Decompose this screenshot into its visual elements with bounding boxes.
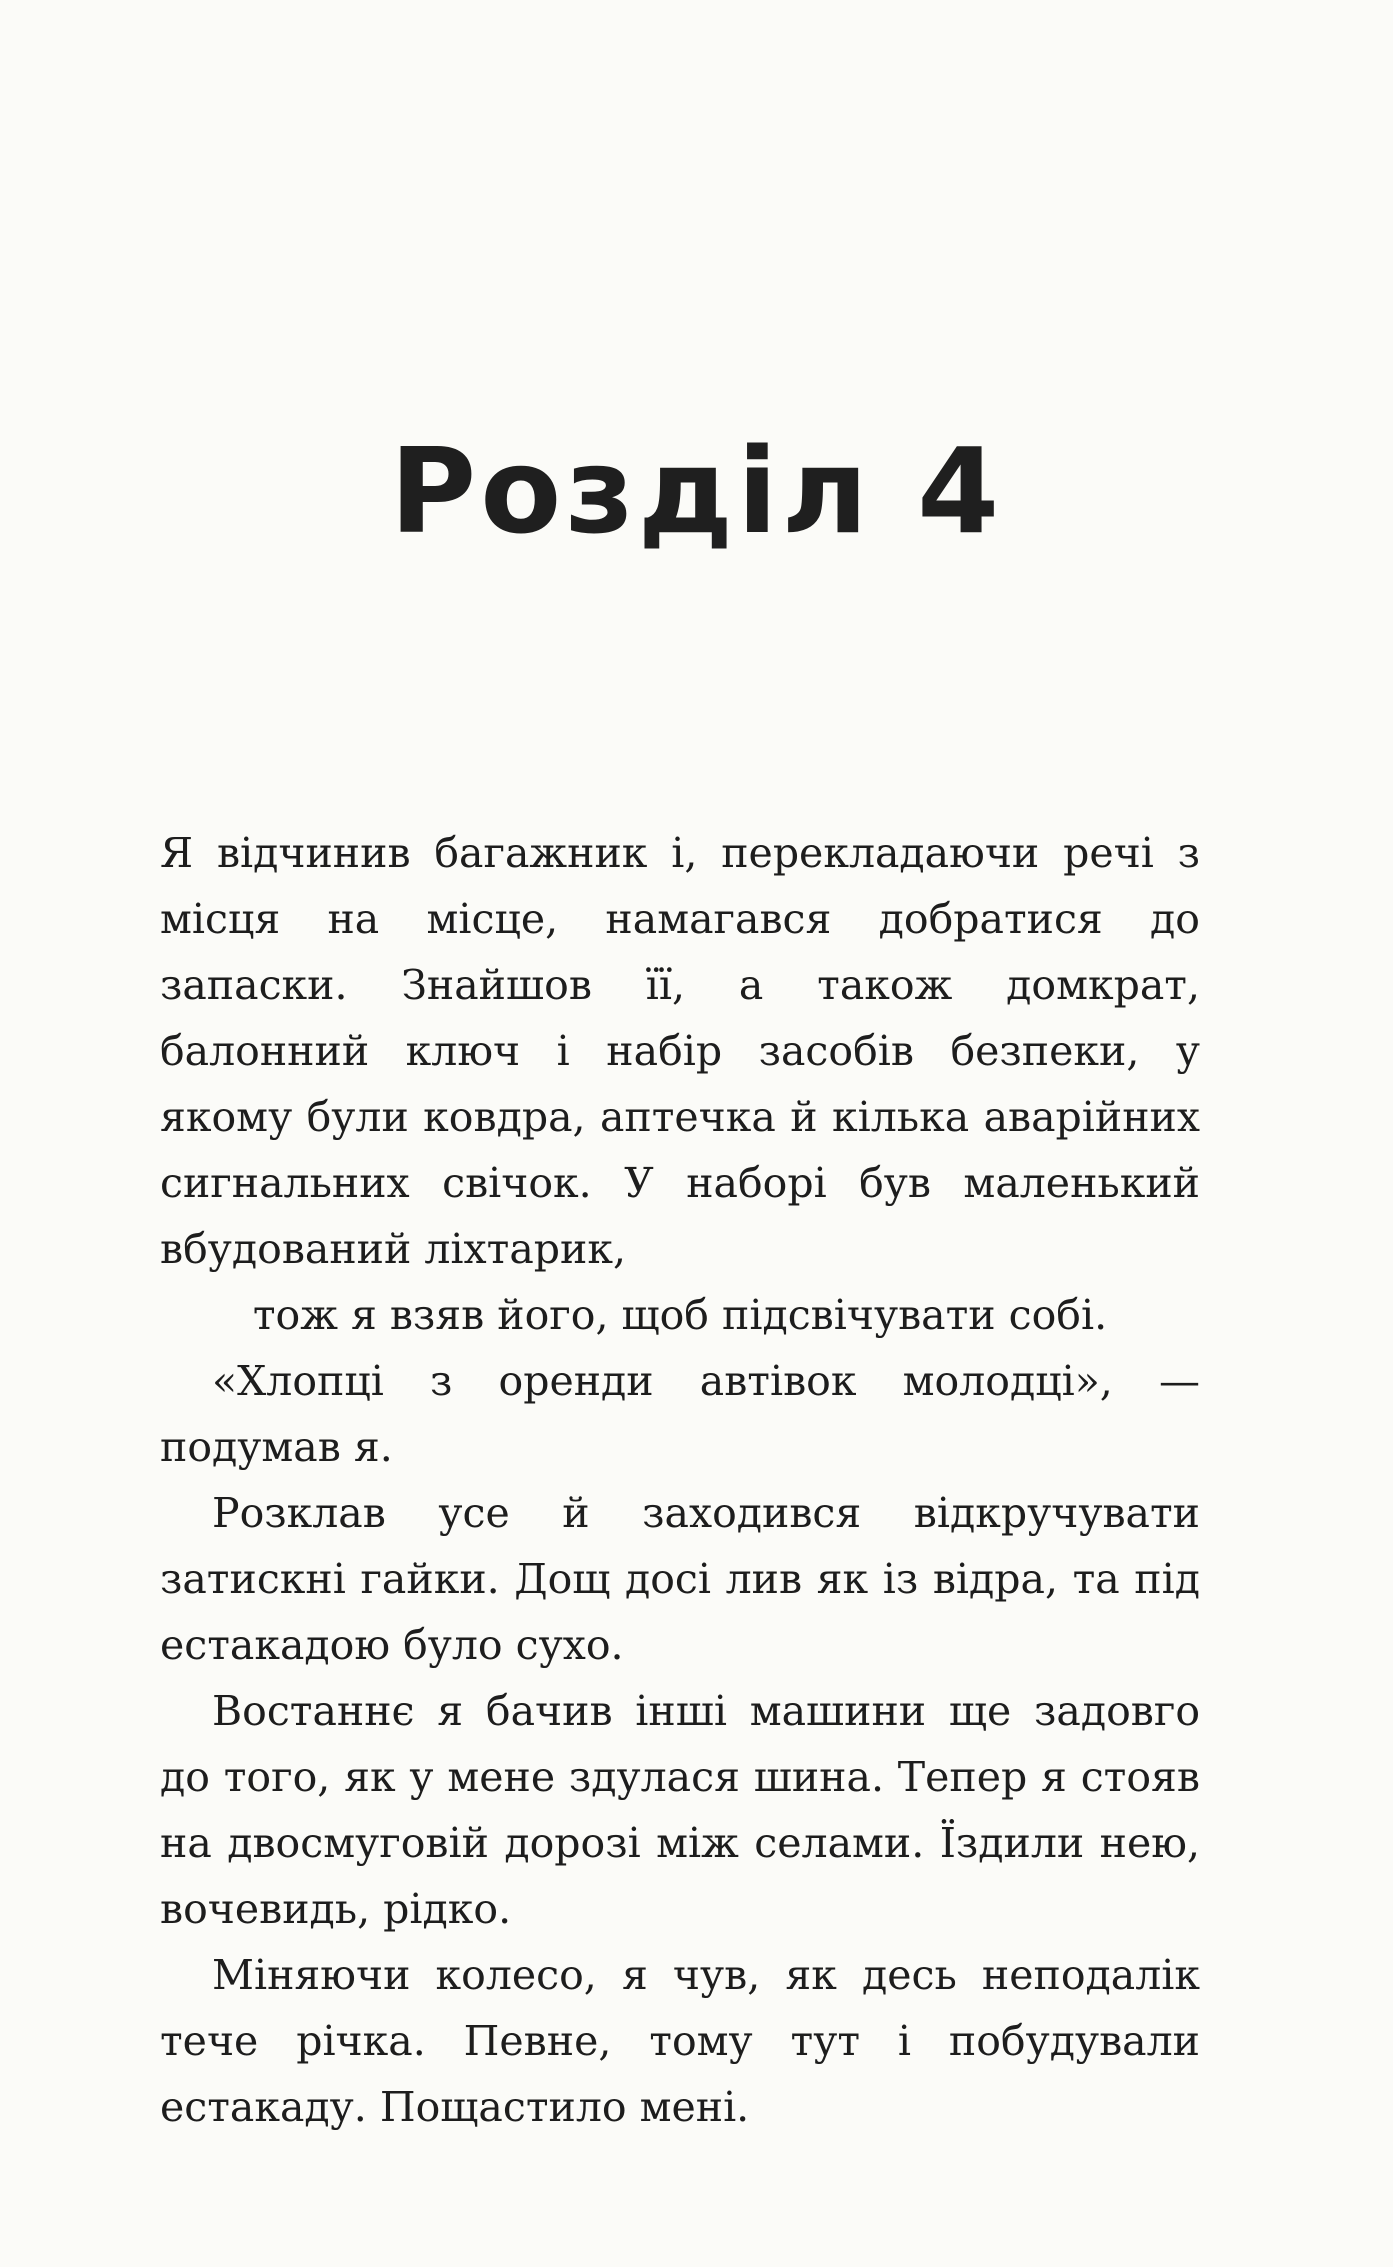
paragraph: Востаннє я бачив інші машини ще задовго до того, як у мене здулася шина. Тепер я стояв на двосмуговій дорозі між селами. Їздили нею, вочевидь, рідко. (160, 1687, 1200, 1933)
paragraph: Я відчинив багажник і, перекладаючи речі з місця на місце, намагався добратися до запаски. Знайшов її, а також домкрат, балонний ключ і набір засобів безпеки, у якому були ковдра, аптечка й кілька аварійних сигнальних свічок. У наборі був маленький вбудований ліхтарик, (160, 829, 1200, 1273)
paragraph: Розклав усе й заходився відкручувати затискні гайки. Дощ досі лив як із відра, та під естакадою було сухо. (160, 1489, 1200, 1669)
chapter-title: Розділ 4 (389, 422, 1004, 560)
paragraph-continuation: тож я взяв його, щоб підсвічувати собі. (252, 1291, 1108, 1339)
paragraph: «Хлопці з оренди автівок молодці», — подумав я. (160, 1357, 1200, 1471)
chapter-body (160, 820, 1200, 2140)
paragraph: Міняючи колесо, я чув, як десь неподалік тече річка. Певне, тому тут і побудували естакаду. Пощастило мені. (160, 1951, 1200, 2131)
